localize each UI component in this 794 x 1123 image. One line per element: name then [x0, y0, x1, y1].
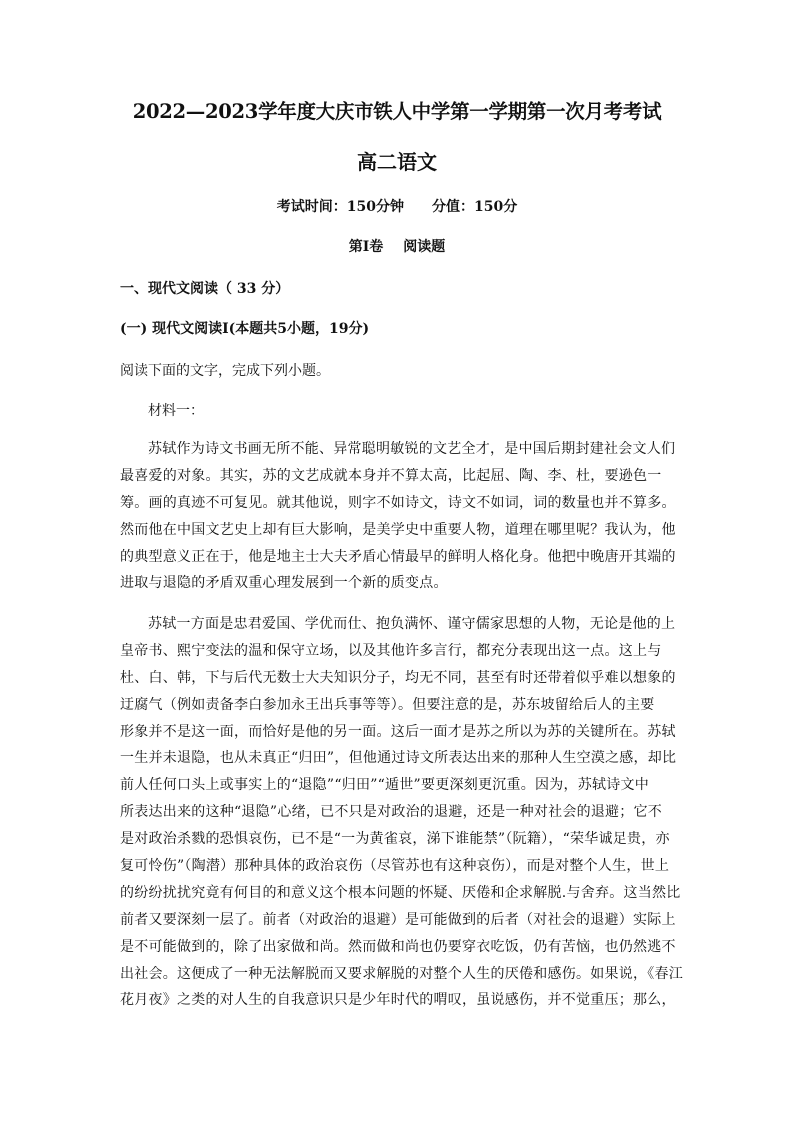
material-label: 材料一： [148, 403, 204, 419]
volume-heading [0, 236, 794, 256]
paragraph-line: 苏轼作为诗文书画无所不能、异常聪明敏锐的文艺全才，是中国后期封建社会文人们 [148, 441, 676, 457]
exam-info [0, 196, 794, 216]
paragraph-line: 苏轼一方面是忠君爱国、学优而仕、抱负满怀、谨守儒家思想的人物，无论是他的上 [148, 616, 676, 632]
paragraph-line: 一生并未退隐，也从未真正“归田”，但他通过诗文所表达出来的那种人生空漠之感，却比 [120, 750, 677, 767]
exam-subject: 高二语文 [357, 150, 437, 174]
paragraph-line: 花月夜》之类的对人生的自我意识只是少年时代的喟叹，虽说感伤，并不觉重压；那么， [120, 992, 676, 1009]
paragraph-line: 前人任何口头上或事实上的“退隐”“归田”“遁世”要更深刻更沉重。因为，苏轼诗文中 [120, 777, 649, 794]
volume-name: 阅读题 [403, 239, 446, 255]
paragraph-line: 的典型意义正在于，他是地主士大夫矛盾心情最早的鲜明人格化身。他把中晚唐开其端的 [120, 548, 676, 565]
section-subheading: (一) 现代文阅读Ⅰ(本题共5小题，19分) [120, 321, 370, 337]
volume-number: 第Ⅰ卷 [348, 239, 384, 255]
exam-score: 分值：150分 [432, 199, 518, 215]
paragraph-line: 皇帝书、熙宁变法的温和保守立场，以及其他许多言行，都充分表现出这一点。这上与 [120, 642, 662, 659]
paragraph-1 [120, 436, 680, 597]
paragraph-line: 的纷纷扰扰究竟有何目的和意义这个根本问题的怀疑、厌倦和企求解脱.与舍弃。这当然比 [120, 884, 681, 901]
paragraph-line: 最喜爱的对象。其实，苏的文艺成就本身并不算太高，比起屈、陶、李、杜，要逊色一 [120, 467, 662, 484]
exam-time: 考试时间：150分钟 [276, 199, 404, 215]
paragraph-line: 所表达出来的这种“退隐”心绪，已不只是对政治的退避，还是一种对社会的退避；它不 [120, 804, 663, 821]
exam-title: 2022—2023学年度大庆市铁人中学第一学期第一次月考考试 [132, 100, 662, 123]
paragraph-line: 是对政治杀戮的恐惧哀伤，已不是“一为黄雀哀，涕下谁能禁”（阮籍），“荣华诚足贵，亦 [120, 831, 670, 848]
paragraph-line: 迂腐气（例如责备李白参加永王出兵事等等）。但要注意的是，苏东坡留给后人的主要 [120, 696, 655, 713]
reading-instruction: 阅读下面的文字，完成下列小题。 [120, 363, 330, 379]
paragraph-line: 是不可能做到的，除了出家做和尚。然而做和尚也仍要穿衣吃饭，仍有苦恼，也仍然逃不 [120, 938, 676, 955]
section-heading: 一、现代文阅读（ 33 分） [120, 281, 290, 297]
paragraph-line: 然而他在中国文艺史上却有巨大影响，是美学史中重要人物，道理在哪里呢？我认为，他 [120, 521, 676, 538]
paragraph-line: 杜、白、韩，下与后代无数士大夫知识分子，均无不同，甚至有时还带着似乎难以想象的 [120, 669, 676, 686]
paragraph-line: 复可怜伤”（陶潜）那种具体的政治哀伤（尽管苏也有这种哀伤），而是对整个人生，世上 [120, 858, 670, 875]
paragraph-line: 筹。画的真迹不可复见。就其他说，则字不如诗文，诗文不如词，词的数量也并不算多。 [120, 494, 676, 511]
paragraph-line: 形象并不是这一面，而恰好是他的另一面。这后一面才是苏之所以为苏的关键所在。苏轼 [120, 723, 676, 740]
paragraph-line: 前者又要深刻一层了。前者（对政治的退避）是可能做到的后者（对社会的退避）实际上 [120, 911, 676, 928]
paragraph-line: 出社会。这便成了一种无法解脱而又要求解脱的对整个人生的厌倦和感伤。如果说，《春江 [120, 965, 683, 982]
paragraph-line: 进取与退隐的矛盾双重心理发展到一个新的质变点。 [120, 575, 448, 592]
paragraph-2 [120, 611, 683, 1014]
